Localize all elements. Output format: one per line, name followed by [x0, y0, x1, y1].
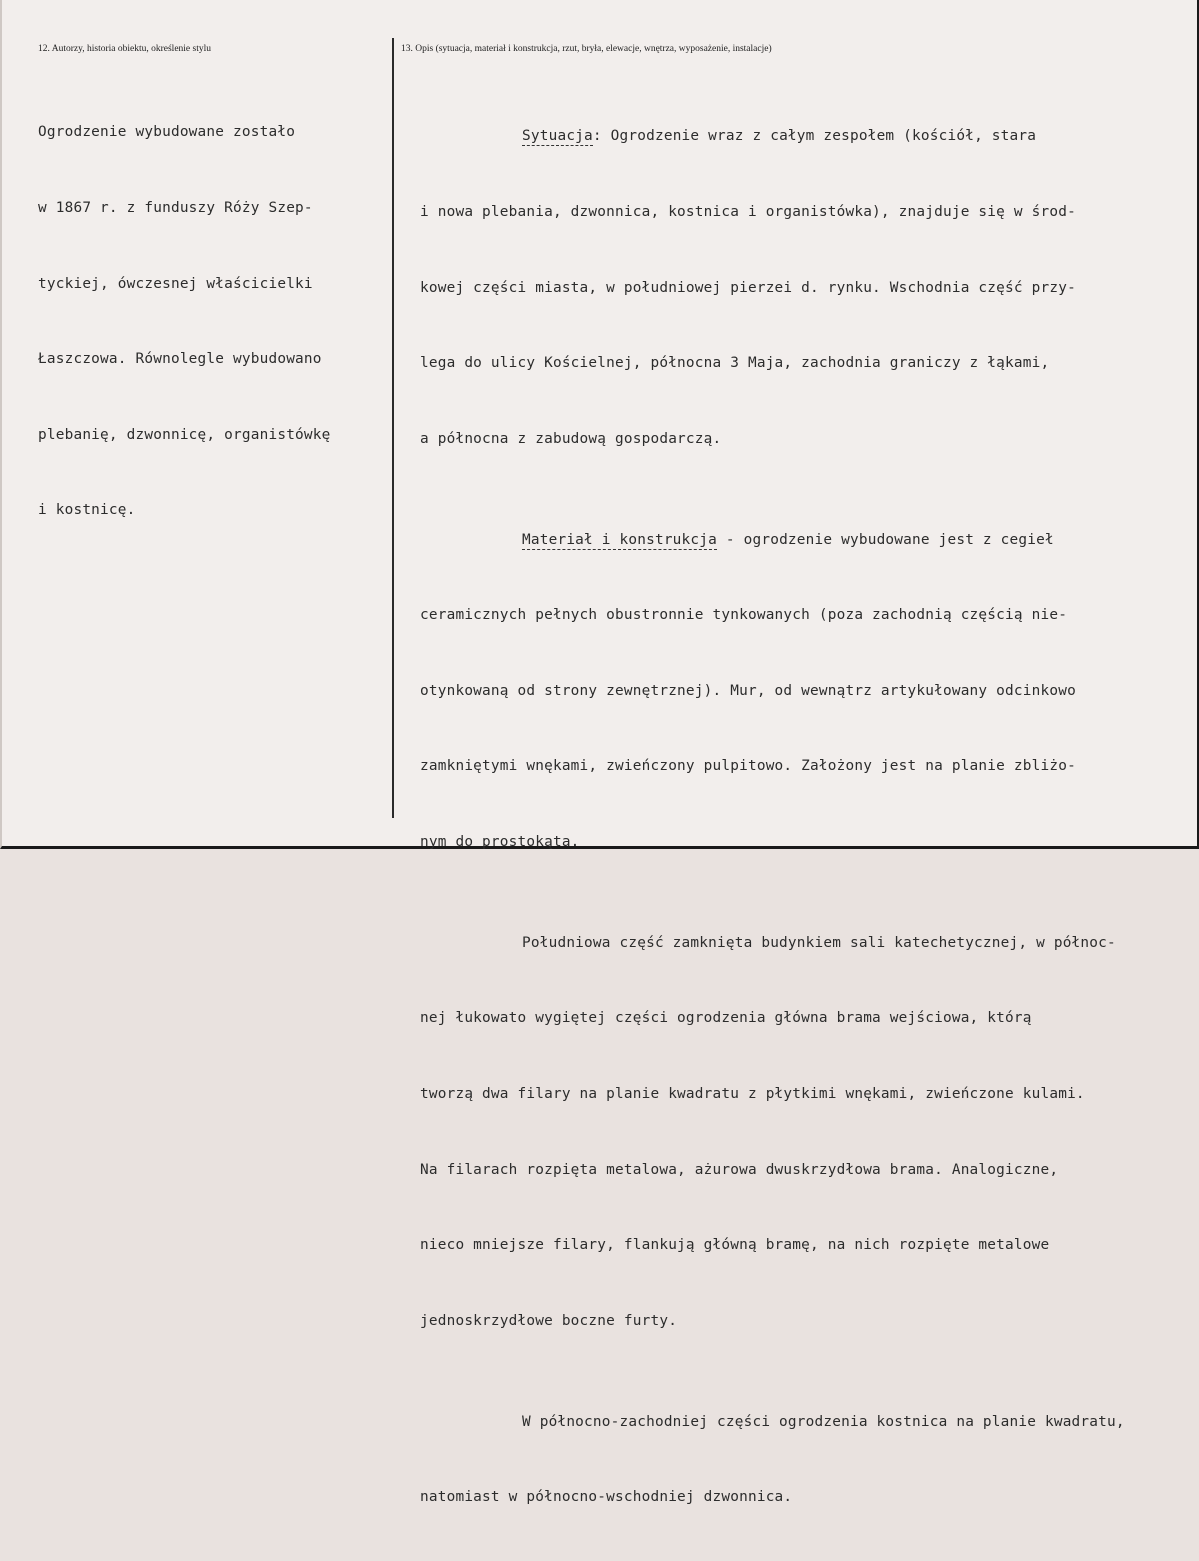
text-line: tworzą dwa filary na planie kwadratu z płytkimi wnękami, zwieńczone kulami.	[420, 1085, 1085, 1102]
text-line: plebanię, dzwonnicę, organistówkę	[38, 426, 331, 443]
text-line: ceramicznych pełnych obustronnie tynkowanych (poza zachodnią częścią nie-	[420, 607, 1068, 624]
paragraph-situation-first-line	[420, 124, 1125, 149]
text-line: otynkowaną od strony zewnętrznej). Mur, od wewnątrz artykułowany odcinkowo	[420, 682, 1076, 699]
paragraph-south-first-line: Południowa część zamknięta budynkiem sali katechetycznej, w północ-	[522, 934, 1116, 951]
text-line: w 1867 r. z funduszy Róży Szep-	[38, 200, 313, 216]
text-line: lega do ulicy Kościelnej, północna 3 Maja, zachodnia graniczy z łąkami,	[420, 355, 1050, 372]
text-line: zamkniętymi wnękami, zwieńczony pulpitowo. Założony jest na planie zbliżo-	[420, 758, 1076, 775]
history-text	[38, 70, 331, 574]
paragraph-material-first-line	[420, 528, 1125, 553]
column-divider	[392, 38, 394, 818]
text-line: natomiast w północno-wschodniej dzwonnica.	[420, 1489, 793, 1506]
text-line: nym do prostokąta.	[420, 833, 580, 850]
text-line: tyckiej, ówczesnej właścicielki	[38, 275, 313, 292]
text-fragment: - ogrodzenie wybudowane jest z cegieł	[717, 531, 1054, 548]
paragraph-northwest-first-line: W północno-zachodniej części ogrodzenia kostnica na planie kwadratu,	[522, 1413, 1125, 1430]
description-text	[420, 74, 1125, 1561]
text-line: i kostnicę.	[38, 502, 136, 519]
section-13-heading: 13. Opis (sytuacja, materiał i konstrukcja, rzut, bryła, elewacje, wnętrza, wyposażenie, instalacje)	[401, 44, 772, 54]
text-fragment: : Ogrodzenie wraz z całym zespołem (kościół, stara	[592, 128, 1037, 145]
material-label: Materiał i konstrukcja	[522, 531, 718, 548]
text-line: nieco mniejsze filary, flankują główną bramę, na nich rozpięte metalowe	[420, 1237, 1050, 1254]
text-line: kowej części miasta, w południowej pierzei d. rynku. Wschodnia część przy-	[420, 279, 1076, 296]
text-line: jednoskrzydłowe boczne furty.	[420, 1312, 678, 1329]
situation-label: Sytuacja	[522, 128, 593, 145]
text-line: nej łukowato wygiętej części ogrodzenia główna brama wejściowa, którą	[420, 1010, 1032, 1027]
text-line: a północna z zabudową gospodarczą.	[420, 430, 722, 447]
text-line: i nowa plebania, dzwonnica, kostnica i organistówka), znajduje się w środ-	[420, 204, 1076, 220]
text-line: Na filarach rozpięta metalowa, ażurowa dwuskrzydłowa brama. Analogiczne,	[420, 1161, 1059, 1178]
text-line: Ogrodzenie wybudowane zostało	[38, 124, 296, 141]
section-12-heading: 12. Autorzy, historia obiektu, określenie stylu	[38, 44, 211, 54]
text-line: Łaszczowa. Równolegle wybudowano	[38, 351, 322, 368]
